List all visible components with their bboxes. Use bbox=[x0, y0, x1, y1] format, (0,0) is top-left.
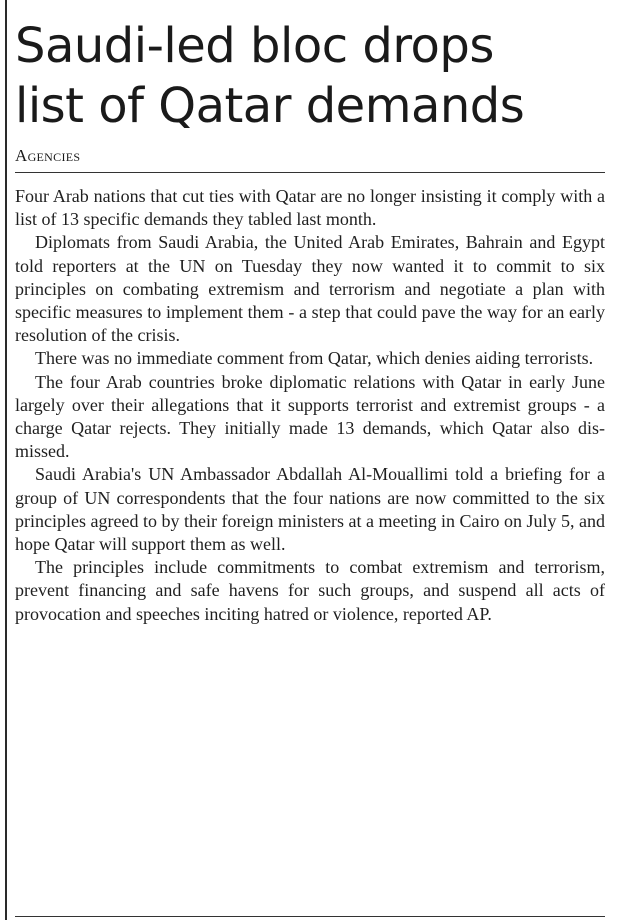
paragraph-1: Four Arab nations that cut ties with Qatar are no longer insisting it comply with a list of 13 specific demands they tabled last month. bbox=[15, 186, 605, 230]
paragraph-6: The principles include commitments to combat extremism and terrorism, prevent financing and safe havens for such groups, and suspend all acts of provocation and speeches inciting hatred or violence, reported AP. bbox=[15, 557, 605, 624]
paragraph-2: Diplomats from Saudi Arabia, the United Arab Emirates, Bahrain and Egypt told reporters at the UN on Tuesday they now wanted it to commit to six principles on combating extremism and terrorism and negotiate a plan with specific measures to implement them - a step that could pave the way for an early resolution of the crisis. bbox=[15, 232, 605, 346]
paragraph-3: There was no immediate comment from Qatar, which denies aiding terrorists. bbox=[35, 348, 594, 369]
bottom-rule bbox=[15, 916, 605, 917]
article-body bbox=[15, 185, 605, 626]
headline-line-2: list of Qatar demands bbox=[15, 78, 525, 134]
news-article bbox=[15, 0, 607, 626]
headline bbox=[15, 0, 607, 136]
column-rule bbox=[5, 0, 7, 920]
byline: Agencies bbox=[15, 146, 605, 173]
headline-line-1: Saudi-led bloc drops bbox=[15, 18, 494, 74]
paragraph-5: Saudi Arabia's UN Ambassador Abdallah Al-Mouallimi told a briefing for a group of UN correspondents that the four nations are now committed to the six principles agreed to by their foreign ministers at a meeting in Cairo on July 5, and hope Qatar will support them as well. bbox=[15, 464, 605, 555]
paragraph-4: The four Arab countries broke diplomatic relations with Qatar in early June largely over their allegations that it supports terrorist and extremist groups - a charge Qatar rejects. They initially made 13 demands, which Qatar also dismissed. bbox=[15, 371, 605, 462]
